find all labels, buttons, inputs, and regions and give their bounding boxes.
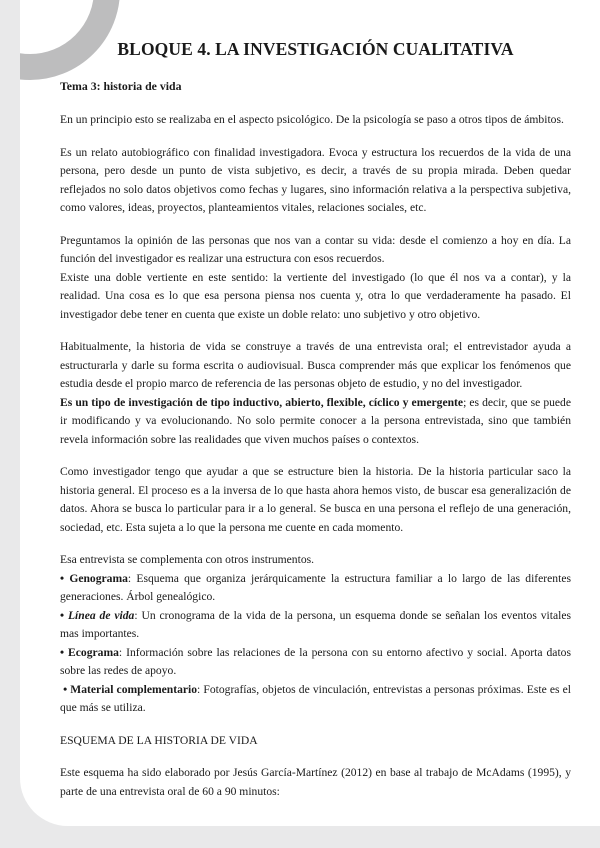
document-content bbox=[60, 38, 571, 801]
list-item-genograma bbox=[60, 570, 571, 607]
list-bullet: • bbox=[60, 645, 69, 659]
page-title: BLOQUE 4. LA INVESTIGACIÓN CUALITATIVA bbox=[117, 39, 514, 59]
paragraph-oral-interview: Habitualmente, la historia de vida se construye a través de una entrevista oral; el entrevistador ayuda a estructurarla y darle su forma escrita o audiovisual. Busca comprender más que explicar los fenómenos que estudia desde el propio marco de referencia de las personas objeto de estudio, y no del investigador. bbox=[60, 340, 571, 390]
list-term: Material complementario bbox=[70, 682, 198, 696]
paragraph-double-aspect: Existe una doble vertiente en este sentido: la vertiente del investigado (lo que él nos va a contar), y la realidad. Una cosa es lo que esa persona piensa nos cuenta y, otra lo que verdaderamente ha pasado. El investigador debe tener en cuenta que existe un doble relato: uno subjetivo y otro objetivo. bbox=[60, 270, 571, 321]
topic-heading: Tema 3: historia de vida bbox=[60, 79, 182, 93]
list-item-linea-de-vida bbox=[60, 607, 571, 644]
list-text: : Fotografías, objetos de vinculación, entrevistas a personas próximas. Este es el que más se utiliza. bbox=[60, 682, 571, 714]
list-bullet: • bbox=[60, 571, 70, 585]
section-heading: ESQUEMA DE LA HISTORIA DE VIDA bbox=[60, 733, 258, 747]
research-type-rest: ; es decir, que se puede ir modificando y va evolucionando. No solo permite conocer a la persona entrevistada, sino que también revela información sobre las realidades que viven muchos países o contextos. bbox=[60, 395, 572, 446]
paragraph-opinion: Preguntamos la opinión de las personas que nos van a contar su vida: desde el comienzo a hoy en día. La función del investigador es realizar una estructura con esos recuerdos. bbox=[60, 233, 571, 265]
list-item-ecograma bbox=[60, 644, 571, 681]
paragraph-investigator: Como investigador tengo que ayudar a que se estructure bien la historia. De la historia particular saco la historia general. El proceso es a la inversa de lo que hasta ahora hemos visto, de buscar esa generalización de datos. Ahora se busca lo particular para ir a lo general. Se busca en una persona el reflejo de una generación, sociedad, etc. Esta sujeta a lo que la persona me cuente en cada momento. bbox=[60, 465, 571, 534]
paragraph-instruments: Esa entrevista se complementa con otros instrumentos. bbox=[60, 553, 315, 566]
document-page bbox=[20, 0, 600, 826]
research-type-bold: Es un tipo de investigación de tipo inductivo, abierto, flexible, cíclico y emergente bbox=[60, 395, 464, 409]
paragraph-research-type bbox=[60, 394, 571, 450]
list-term: Genograma bbox=[69, 571, 128, 585]
list-text: : Un cronograma de la vida de la persona, un esquema donde se señalan los eventos vitales mas importantes. bbox=[60, 608, 571, 640]
list-text: : Información sobre las relaciones de la persona con su entorno afectivo y social. Aporta datos sobre las redes de apoyo. bbox=[60, 645, 571, 677]
paragraph-definition: Es un relato autobiográfico con finalidad investigadora. Evoca y estructura los recuerdos de la vida de una persona, pero desde un punto de vista subjetivo, es decir, a través de su propia mirada. Deben quedar reflejados no solo datos objetivos como fechas y lugares, sino información relativa a la perspectiva subjetiva, como valores, ideas, proyectos, planteamientos vitales, relaciones sociales, etc. bbox=[60, 145, 571, 214]
list-term: Ecograma bbox=[68, 645, 119, 659]
list-bullet: • bbox=[60, 608, 68, 622]
list-item-material bbox=[60, 681, 571, 718]
paragraph-intro: En un principio esto se realizaba en el aspecto psicológico. De la psicología se paso a otros tipos de ámbitos. bbox=[60, 113, 564, 126]
list-text: : Esquema que organiza jerárquicamente la estructura familiar a lo largo de las diferentes generaciones. Árbol genealógico. bbox=[60, 571, 571, 603]
paragraph-scheme: Este esquema ha sido elaborado por Jesús García-Martínez (2012) en base al trabajo de McAdams (1995), y parte de una entrevista oral de 60 a 90 minutos: bbox=[60, 766, 571, 798]
list-bullet: • bbox=[60, 682, 71, 696]
list-term: Línea de vida bbox=[67, 608, 135, 622]
